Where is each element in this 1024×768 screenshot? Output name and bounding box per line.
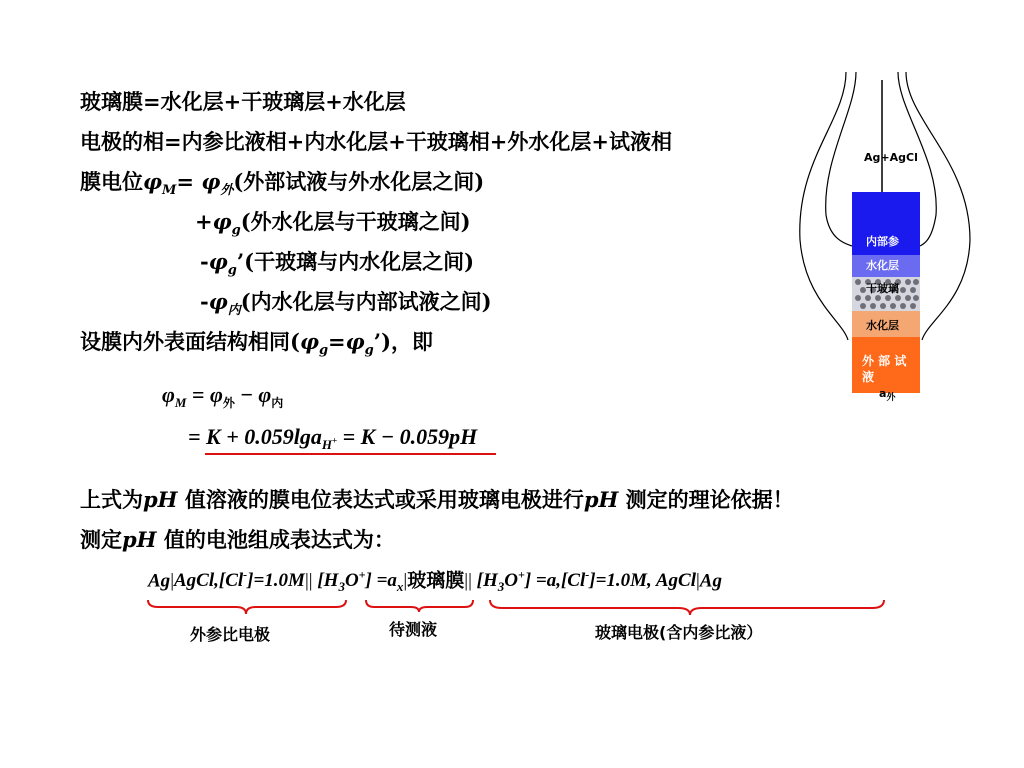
tail: ’)，即 xyxy=(373,329,434,354)
subscript-out: 外 xyxy=(220,183,234,198)
ph-term: pH xyxy=(583,487,619,512)
text-seg: 测定 xyxy=(80,527,122,552)
subscript-m: M xyxy=(162,183,177,198)
phi-symbol: φ xyxy=(299,329,319,354)
glass-membrane: 玻璃膜 xyxy=(407,569,465,592)
subscript-in: 内 xyxy=(227,303,241,318)
salt-bridge: || xyxy=(304,570,313,592)
phi-symbol: φ xyxy=(208,289,228,314)
line-glass-membrane: 玻璃膜=水化层+干玻璃层+水化层 xyxy=(80,89,406,114)
activity-a: a xyxy=(310,424,322,449)
line-electrode-phases: 电极的相=内参比液相+内水化层+干玻璃相+外水化层+试液相 xyxy=(80,129,672,154)
minus: - xyxy=(200,289,209,314)
eq2-left: = K + 0.059lg xyxy=(188,424,311,449)
caption-external-reference: 外参比电极 xyxy=(190,625,271,644)
caption-test-solution: 待测液 xyxy=(389,620,438,639)
subscript-in: 内 xyxy=(271,396,284,410)
label-inner-solution: 内部参 xyxy=(866,235,899,248)
label-ag-agcl: Ag+AgCl xyxy=(864,151,918,164)
phi-symbol: φ xyxy=(209,382,223,407)
phi-symbol: φ xyxy=(143,169,163,194)
ph-term: pH xyxy=(122,527,157,552)
label-hydrated-bottom: 水化层 xyxy=(866,319,899,332)
phi-symbol: φ xyxy=(212,209,232,234)
agcl: AgCl,[Cl-]=1.0M xyxy=(174,568,305,592)
phi-symbol: φ xyxy=(162,382,175,407)
brace-external-reference xyxy=(148,600,346,614)
phi-symbol: φ xyxy=(258,382,272,407)
description: (外部试液与外水化层之间) xyxy=(233,169,485,194)
description: (外水化层与干玻璃之间) xyxy=(240,209,471,234)
ag-electrode: Ag xyxy=(699,570,722,592)
phi-symbol: φ xyxy=(201,169,221,194)
phase-bar: | xyxy=(403,570,408,592)
subscript-g: g xyxy=(318,343,329,358)
activity-a: a xyxy=(879,387,887,400)
plus: + xyxy=(195,209,213,234)
subscript-h: H+ xyxy=(321,435,338,452)
equals: = xyxy=(176,169,202,194)
label-dry-glass: 干玻璃 xyxy=(866,282,899,295)
subscript-out: 外 xyxy=(222,396,235,410)
text-seg: 值的电池组成表达式为： xyxy=(156,527,395,552)
test-solution: $[H_3O^+] =a_x$ xyxy=(317,568,404,595)
electrode-outer-wall xyxy=(800,72,848,340)
label-activity-outer xyxy=(879,388,895,403)
label-hydrated-top: 水化层 xyxy=(866,259,899,272)
phase-bar: | xyxy=(468,570,472,592)
phi-symbol: φ xyxy=(208,249,228,274)
subscript-g: g xyxy=(231,223,241,238)
ag-electrode: Ag xyxy=(148,570,171,592)
inner-solution: $[H_3O^+] =a,[Cl^-]=1.0M$, AgCl xyxy=(476,568,696,595)
label-text: 设膜内外表面结构相同( xyxy=(80,329,300,354)
brace-test-solution xyxy=(366,600,473,612)
ph-term: pH xyxy=(143,487,178,512)
label-outer-solution: 外 部 试 液 xyxy=(862,354,907,384)
label-text: 膜电位 xyxy=(80,169,143,194)
text-seg: 测定的理论依据！ xyxy=(618,487,794,512)
phase-bar: | xyxy=(170,570,174,592)
phase-bar: | xyxy=(464,570,469,592)
text-seg: 值溶液的膜电位表达式或采用玻璃电极进行 xyxy=(177,487,584,512)
text-seg: 上式为 xyxy=(80,487,143,512)
equals: = xyxy=(328,329,346,354)
activity-subscript: 外 xyxy=(886,393,896,403)
description: (内水化层与内部试液之间) xyxy=(240,289,492,314)
subscript-g: g xyxy=(227,263,237,278)
electrode-inner-wall xyxy=(826,72,856,246)
subscript-g: g xyxy=(364,343,374,358)
description: ’(干玻璃与内水化层之间) xyxy=(236,249,475,274)
minus: - xyxy=(200,249,209,274)
subscript-m: M xyxy=(174,395,187,410)
brace-glass-electrode xyxy=(490,600,884,615)
phase-bar: | xyxy=(695,570,700,592)
equals: = xyxy=(186,382,210,407)
eq2-right: = K − 0.059pH xyxy=(337,424,478,449)
caption-glass-electrode: 玻璃电极(含内参比液） xyxy=(595,623,763,642)
phi-symbol: φ xyxy=(345,329,365,354)
minus: − xyxy=(234,382,259,407)
